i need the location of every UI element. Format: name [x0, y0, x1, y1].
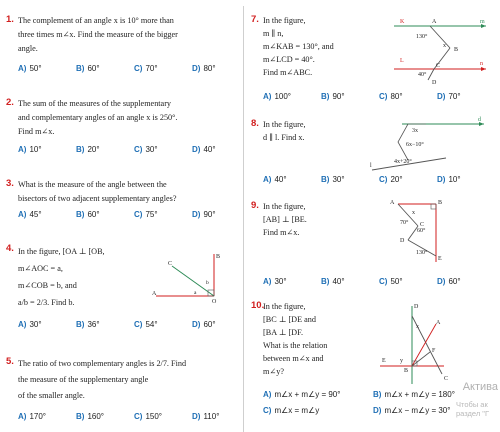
question-line: [BC ⊥ [DE and — [263, 315, 316, 324]
svg-text:y: y — [400, 358, 403, 364]
question-line: the measure of the supplementary angle — [18, 375, 149, 384]
option-b[interactable]: B) 20° — [76, 145, 100, 154]
svg-text:E: E — [382, 358, 386, 364]
svg-text:130°: 130° — [416, 34, 428, 40]
answer-options — [18, 412, 250, 424]
question-line: and complementary angles of an angle x is 250°. — [18, 113, 178, 122]
svg-text:C: C — [168, 261, 173, 267]
svg-text:130°: 130° — [416, 250, 428, 256]
option-d[interactable]: D) m∠x − m∠y = 30° — [373, 406, 451, 415]
question-2 — [6, 97, 242, 167]
svg-text:D: D — [432, 80, 437, 86]
q8-figure — [368, 116, 492, 174]
question-text — [18, 356, 186, 404]
question-line: of the smaller angle. — [18, 391, 85, 400]
option-a[interactable]: A) 30° — [263, 277, 287, 286]
question-line: The ratio of two complementary angles is 2/7. Find — [18, 359, 187, 368]
question-line: bisectors of two adjacent supplementary angles? — [18, 194, 177, 203]
question-line: The sum of the measures of the supplementary — [18, 99, 172, 108]
svg-text:D: D — [400, 238, 405, 244]
question-line: Find m∠ABC. — [263, 68, 313, 77]
question-line: between m∠x and — [263, 354, 324, 363]
option-a[interactable]: A) 100° — [263, 92, 291, 101]
q4-figure — [150, 248, 236, 304]
question-line: What is the measure of the angle between the — [18, 180, 167, 189]
option-a[interactable]: A) 170° — [18, 412, 46, 421]
question-text — [263, 300, 327, 378]
question-line: What is the relation — [263, 341, 328, 350]
question-text — [18, 97, 177, 139]
option-b[interactable]: B) 30° — [321, 175, 345, 184]
option-c[interactable]: C) 80° — [379, 92, 403, 101]
option-b[interactable]: B) 60° — [76, 210, 100, 219]
answer-options — [263, 92, 495, 104]
svg-text:L: L — [400, 58, 404, 64]
option-b[interactable]: B) 90° — [321, 92, 345, 101]
option-d[interactable]: D) 110° — [192, 412, 220, 421]
svg-text:B: B — [216, 254, 221, 260]
answer-options — [18, 145, 250, 157]
question-line: m ∥ n, — [263, 29, 284, 38]
option-c[interactable]: C) 75° — [134, 210, 158, 219]
question-number: 1. — [6, 14, 14, 25]
question-number: 9. — [251, 200, 259, 211]
option-a[interactable]: A) 10° — [18, 145, 42, 154]
question-line: In the figure, — [263, 202, 306, 211]
svg-text:K: K — [400, 19, 405, 25]
question-number: 10. — [251, 300, 265, 311]
question-line: Find m∠x. — [263, 228, 300, 237]
activation-watermark-sub: Чтобы ак раздел "Г — [456, 400, 490, 418]
question-line: In the figure, — [263, 302, 306, 311]
q9-figure — [386, 196, 456, 266]
option-b[interactable]: B) 40° — [321, 277, 345, 286]
svg-text:B: B — [438, 200, 443, 206]
option-c[interactable]: C) 20° — [379, 175, 403, 184]
svg-text:E: E — [438, 256, 442, 262]
svg-text:b: b — [206, 280, 209, 286]
question-number: 4. — [6, 243, 14, 254]
question-1 — [6, 14, 242, 84]
option-c[interactable]: C) 150° — [134, 412, 162, 421]
question-9 — [251, 200, 496, 286]
question-line: The complement of an angle x is 10° more than — [18, 16, 174, 25]
option-d[interactable]: D) 70° — [437, 92, 461, 101]
option-b[interactable]: B) 36° — [76, 320, 100, 329]
svg-text:x: x — [443, 43, 446, 49]
svg-text:d: d — [478, 117, 481, 123]
option-a[interactable]: A) 50° — [18, 64, 42, 73]
question-line: three times m∠x. Find the measure of the bigger — [18, 30, 178, 39]
question-line: m∠y? — [263, 367, 284, 376]
answer-options — [18, 64, 250, 76]
activation-watermark: Актива — [462, 381, 498, 393]
svg-text:a: a — [194, 290, 197, 296]
answer-options — [18, 320, 250, 332]
q10-figure — [378, 300, 458, 386]
svg-text:O: O — [212, 299, 217, 304]
question-line: [BA ⊥ [DF. — [263, 328, 304, 337]
option-b[interactable]: B) 160° — [76, 412, 104, 421]
svg-text:4x+20°: 4x+20° — [394, 159, 412, 165]
question-5 — [6, 356, 242, 432]
question-line: m∠KAB = 130°, and — [263, 42, 334, 51]
option-a[interactable]: A) m∠x + m∠y = 90° — [263, 390, 341, 399]
svg-text:B: B — [454, 47, 459, 53]
question-number: 2. — [6, 97, 14, 108]
option-d[interactable]: D) 60° — [437, 277, 461, 286]
option-c[interactable]: C) 50° — [379, 277, 403, 286]
answer-options — [263, 175, 495, 187]
option-b[interactable]: B) m∠x + m∠y = 180° — [373, 390, 455, 399]
svg-text:x: x — [412, 210, 415, 216]
question-number: 7. — [251, 14, 259, 25]
svg-text:C: C — [420, 222, 425, 228]
svg-text:C: C — [444, 376, 449, 382]
svg-text:A: A — [436, 320, 441, 326]
question-text — [263, 118, 306, 144]
question-line: m∠COB = b, and — [18, 281, 77, 290]
question-line: In the figure, [OA ⊥ [OB, — [18, 247, 105, 256]
question-line: m∠AOC = a, — [18, 264, 63, 273]
question-line: Find m∠x. — [18, 127, 55, 136]
question-line: m∠LCD = 40°. — [263, 55, 315, 64]
option-d[interactable]: D) 80° — [192, 64, 216, 73]
svg-text:n: n — [480, 61, 483, 67]
svg-text:A: A — [390, 200, 395, 206]
svg-text:D: D — [414, 304, 419, 310]
question-line: angle. — [18, 44, 38, 53]
answer-options — [18, 210, 250, 222]
svg-text:6x−10°: 6x−10° — [406, 142, 424, 148]
svg-text:F: F — [432, 348, 436, 354]
q7-figure — [388, 14, 492, 86]
question-number: 5. — [6, 356, 14, 367]
svg-text:B: B — [404, 368, 409, 374]
question-number: 3. — [6, 178, 14, 189]
option-a[interactable]: A) 45° — [18, 210, 42, 219]
svg-text:70°: 70° — [400, 220, 409, 226]
svg-text:40°: 40° — [418, 72, 427, 78]
answer-options — [263, 277, 495, 289]
question-line: a/b = 2/3. Find b. — [18, 298, 75, 307]
option-d[interactable]: D) 60° — [192, 320, 216, 329]
option-c[interactable]: C) 54° — [134, 320, 158, 329]
option-c[interactable]: C) 70° — [134, 64, 158, 73]
option-b[interactable]: B) 60° — [76, 64, 100, 73]
option-d[interactable]: D) 90° — [192, 210, 216, 219]
question-line: d ∥ l. Find x. — [263, 133, 305, 142]
option-c[interactable]: C) m∠x = m∠y — [263, 406, 320, 415]
svg-text:60°: 60° — [417, 228, 426, 234]
question-line: In the figure, — [263, 16, 306, 25]
svg-text:m: m — [480, 19, 485, 25]
option-d[interactable]: D) 10° — [437, 175, 461, 184]
question-number: 8. — [251, 118, 259, 129]
svg-text:A: A — [432, 19, 437, 25]
option-d[interactable]: D) 40° — [192, 145, 216, 154]
question-text — [18, 243, 105, 311]
question-text — [263, 200, 307, 239]
question-text — [18, 178, 176, 206]
question-line: In the figure, — [263, 120, 306, 129]
question-text — [263, 14, 334, 79]
svg-text:x: x — [416, 324, 419, 330]
question-3 — [6, 178, 242, 234]
svg-text:C: C — [436, 63, 441, 69]
svg-text:3x: 3x — [412, 128, 418, 134]
option-a[interactable]: A) 40° — [263, 175, 287, 184]
question-text — [18, 14, 178, 56]
svg-text:l: l — [370, 163, 372, 169]
option-a[interactable]: A) 30° — [18, 320, 42, 329]
option-c[interactable]: C) 30° — [134, 145, 158, 154]
question-line: [AB] ⊥ [BE. — [263, 215, 307, 224]
svg-text:A: A — [152, 291, 157, 297]
